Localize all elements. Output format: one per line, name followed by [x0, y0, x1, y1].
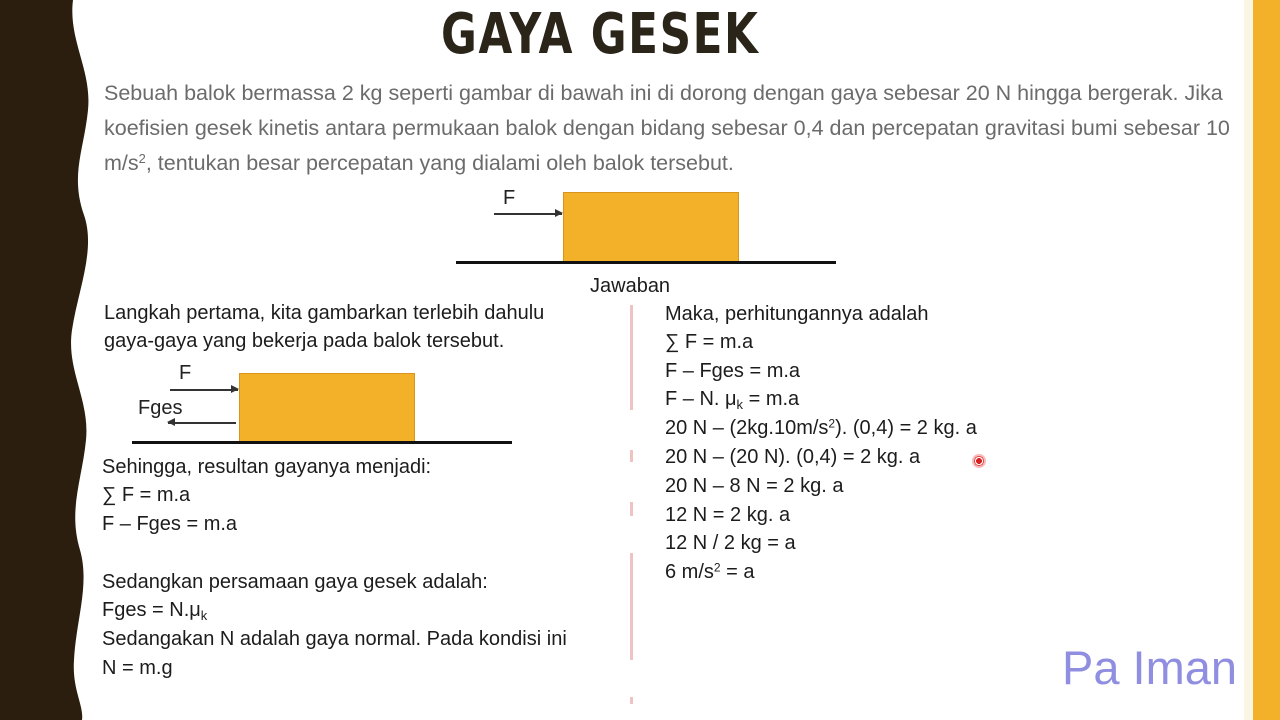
friction-equation-main: Fges = N.μ: [102, 599, 201, 621]
equation-net-force: F – Fges = m.a: [102, 513, 238, 535]
watermark: Pa Iman: [1062, 641, 1238, 694]
calc-line-4: [665, 417, 977, 440]
calc-line-6: 20 N – 8 N = 2 kg. a: [665, 475, 844, 497]
force-label: F: [503, 187, 516, 209]
calc-line-4-a: 20 N – (2kg.10m/s: [665, 417, 829, 439]
friction-label: Fges: [138, 397, 183, 419]
column-divider: [630, 305, 633, 410]
laser-pointer: [972, 454, 986, 468]
column-divider: [630, 553, 633, 660]
problem-exponent: 2: [138, 150, 146, 166]
right-shade: [1244, 0, 1253, 720]
equation-sum-force: ∑ F = m.a: [102, 484, 191, 506]
calc-line-3: [665, 388, 799, 411]
normal-force-note: Sedangakan N adalah gaya normal. Pada kondisi ini: [102, 628, 567, 650]
calc-line-3-a: F – N. μ: [665, 388, 737, 410]
force-label: F: [179, 362, 192, 384]
ground-line: [456, 261, 836, 264]
calc-line-5: 20 N – (20 N). (0,4) = 2 kg. a: [665, 446, 921, 468]
calc-line-8: 12 N / 2 kg = a: [665, 532, 796, 554]
column-divider: [630, 502, 633, 516]
calc-result-b: = a: [720, 561, 755, 583]
torn-paper-edge: [0, 0, 110, 720]
page-title: GAYA GESEK: [441, 2, 760, 67]
force-arrow: [494, 213, 562, 215]
block: [563, 192, 739, 263]
calc-result-sup: 2: [713, 560, 721, 575]
friction-equation: [102, 599, 207, 622]
friction-equation-sub: k: [200, 607, 208, 623]
calc-line-2: F – Fges = m.a: [665, 360, 801, 382]
calc-line-1: ∑ F = m.a: [665, 331, 754, 353]
right-accent-bar: [1253, 0, 1280, 720]
calc-line-4-sup: 2: [828, 416, 836, 431]
calc-line-4-b: ). (0,4) = 2 kg. a: [835, 417, 977, 439]
friction-arrow: [168, 422, 236, 424]
answer-heading: Jawaban: [590, 275, 671, 297]
step1-line1: Langkah pertama, kita gambarkan terlebih dahulu: [104, 302, 545, 324]
force-arrow: [170, 389, 238, 391]
calc-result-a: 6 m/s: [665, 561, 714, 583]
calc-line-3-sub: k: [736, 396, 744, 412]
calc-line-3-b: = m.a: [743, 388, 800, 410]
friction-intro: Sedangkan persamaan gaya gesek adalah:: [102, 571, 488, 593]
normal-force-equation: N = m.g: [102, 657, 173, 679]
ground-line: [132, 441, 512, 444]
problem-statement: [104, 76, 1239, 181]
calc-result: [665, 561, 755, 584]
resultant-intro: Sehingga, resultan gayanya menjadi:: [102, 456, 432, 478]
block: [239, 373, 415, 442]
problem-text-2: , tentukan besar percepatan yang dialami oleh balok tersebut.: [145, 151, 734, 175]
calc-intro: Maka, perhitungannya adalah: [665, 303, 929, 325]
column-divider: [630, 697, 633, 704]
step1-line2: gaya-gaya yang bekerja pada balok tersebut.: [104, 330, 505, 352]
calc-line-7: 12 N = 2 kg. a: [665, 504, 791, 526]
problem-text-1: Sebuah balok bermassa 2 kg seperti gambar di bawah ini di dorong dengan gaya sebesar 20 N hingga bergerak. Jika koefisien gesek kinetis antara permukaan balok dengan bidang sebesar 0,4 dan percepatan gravitasi bumi sebesar 10 m/s: [104, 81, 1230, 175]
column-divider: [630, 450, 633, 462]
